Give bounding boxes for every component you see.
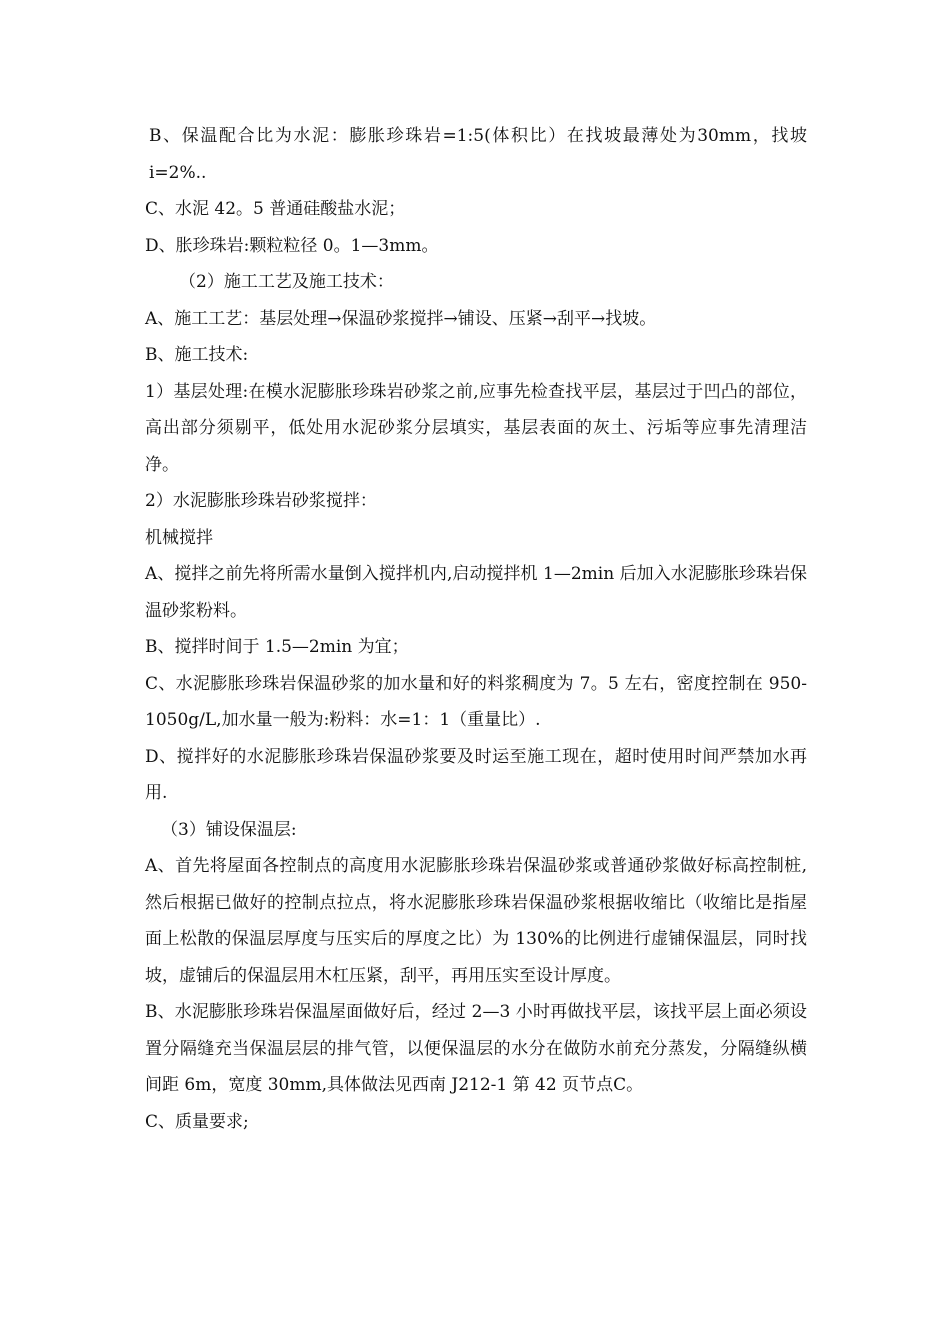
paragraph-mix-a: A、搅拌之前先将所需水量倒入搅拌机内,启动搅拌机 1—2min 后加入水泥膨胀珍珠岩保温砂浆粉料。 [145,564,807,621]
paragraph-machine-mix: 机械搅拌 [145,527,213,548]
paragraph-d-perlite: D、胀珍珠岩:颗粒粒径 0。1—3mm。 [145,235,439,256]
section-heading-2: （2）施工工艺及施工技术： [179,272,394,292]
paragraph-a-process: A、施工工艺：基层处理→保温砂浆搅拌→铺设、压紧→刮平→找坡。 [145,308,657,329]
paragraph-step-1: 1）基层处理:在模水泥膨胀珍珠岩砂浆之前,应事先检查找平层，基层过于凹凸的部位，高出部分须剔平，低处用水泥砂浆分层填实，基层表面的灰土、污垢等应事先清理洁净。 [145,381,807,475]
paragraph-lay-b: B、水泥膨胀珍珠岩保温屋面做好后，经过 2—3 小时再做找平层，该找平层上面必须设置分隔缝充当保温层层的排气管，以便保温层的水分在做防水前充分蒸发，分隔缝纵横间距 6m，宽度 30mm,具体做法见西南 J212-1 第 42 页节点C。 [145,1002,807,1095]
document-page [145,118,807,1140]
paragraph-b-mix-ratio: B、保温配合比为水泥：膨胀珍珠岩=1:5(体积比）在找坡最薄处为30mm，找坡 i=2%.. [149,126,807,183]
paragraph-mix-c: C、水泥膨胀珍珠岩保温砂浆的加水量和好的料浆稠度为 7。5 左右，密度控制在 950-1050g/L,加水量一般为:粉料：水=1：1（重量比）. [145,673,807,730]
paragraph-b-technique: B、施工技术: [145,345,249,365]
paragraph-step-2: 2）水泥膨胀珍珠岩砂浆搅拌： [145,491,377,511]
section-heading-3: （3）铺设保温层: [161,819,297,840]
paragraph-lay-c: C、质量要求; [145,1111,249,1132]
paragraph-mix-b: B、搅拌时间于 1.5—2min 为宜； [145,637,409,657]
paragraph-c-cement: C、水泥 42。5 普通硅酸盐水泥； [145,199,406,219]
paragraph-lay-a: A、首先将屋面各控制点的高度用水泥膨胀珍珠岩保温砂浆或普通砂浆做好标高控制桩,然后根据已做好的控制点拉点，将水泥膨胀珍珠岩保温砂浆根据收缩比（收缩比是指屋面上松散的保温层厚度与压实后的厚度之比）为 130%的比例进行虚铺保温层，同时找坡，虚铺后的保温层用木杠压紧，刮平，再用压实至设计厚度。 [145,856,807,986]
paragraph-mix-d: D、搅拌好的水泥膨胀珍珠岩保温砂浆要及时运至施工现在，超时使用时间严禁加水再用. [145,746,807,803]
